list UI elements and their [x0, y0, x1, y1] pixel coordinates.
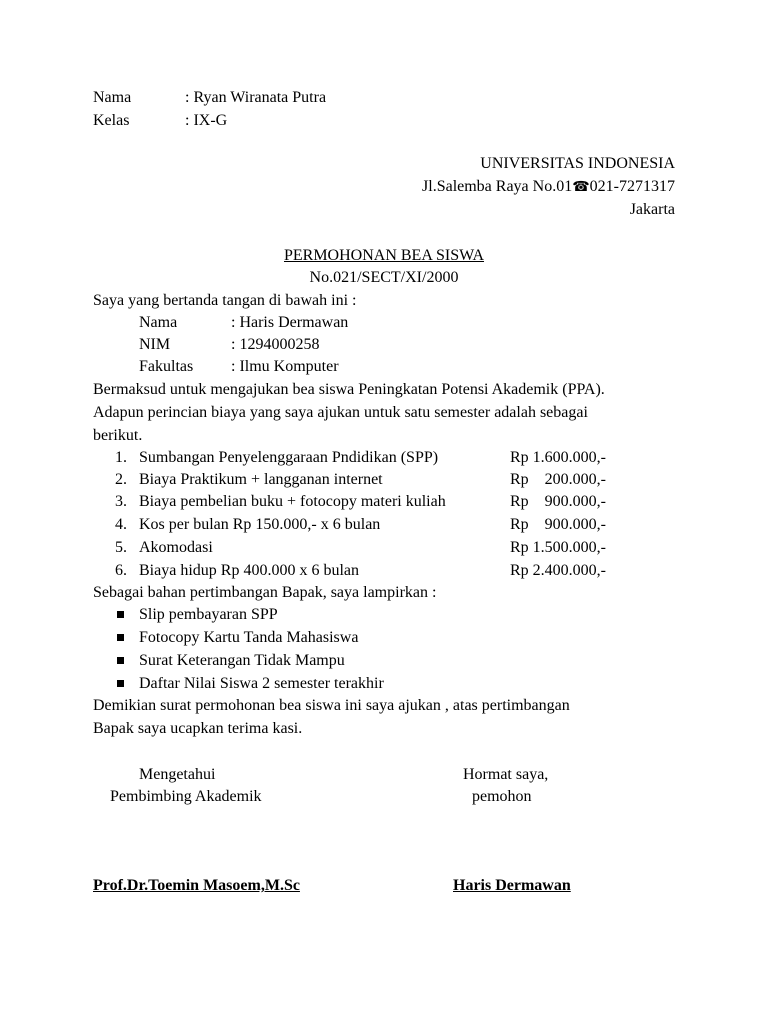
- bullet-icon: [117, 657, 124, 664]
- closing-line: Demikian surat permohonan bea siswa ini saya ajukan , atas pertimbangan: [93, 697, 570, 714]
- closing-line: Bapak saya ucapkan terima kasi.: [93, 720, 303, 737]
- recipient-city: Jakarta: [629, 201, 675, 218]
- phone-icon: ☎: [572, 179, 590, 195]
- applicant-label: NIM: [139, 336, 171, 353]
- cost-number: 5.: [115, 539, 127, 556]
- bullet-icon: [117, 634, 124, 641]
- bullet-icon: [117, 611, 124, 618]
- letter-number: No.021/SECT/XI/2000: [309, 269, 459, 286]
- applicant-label: Nama: [139, 314, 178, 331]
- cost-item: Sumbangan Penyelenggaraan Pndidikan (SPP): [139, 449, 439, 466]
- header-nama-value: : Ryan Wiranata Putra: [185, 89, 327, 106]
- recipient-institution: UNIVERSITAS INDONESIA: [480, 155, 675, 172]
- cost-amount: Rp 200.000,-: [510, 471, 606, 488]
- sign-left-name: Prof.Dr.Toemin Masoem,M.Sc: [93, 877, 300, 894]
- cost-amount: Rp 1.500.000,-: [510, 539, 606, 556]
- header-nama-label: Nama: [93, 89, 132, 106]
- cost-number: 2.: [115, 471, 127, 488]
- cost-item: Akomodasi: [139, 539, 213, 556]
- sign-left-line1: Mengetahui: [139, 766, 216, 783]
- cost-number: 6.: [115, 562, 127, 579]
- cost-amount: Rp 900.000,-: [510, 493, 606, 510]
- cost-item: Biaya pembelian buku + fotocopy materi kuliah: [139, 493, 446, 510]
- applicant-value: : Ilmu Komputer: [231, 358, 339, 375]
- applicant-value: : 1294000258: [231, 336, 320, 353]
- applicant-value: : Haris Dermawan: [231, 314, 349, 331]
- cost-item: Biaya hidup Rp 400.000 x 6 bulan: [139, 562, 359, 579]
- attachments-intro: Sebagai bahan pertimbangan Bapak, saya lampirkan :: [93, 584, 437, 601]
- cost-number: 4.: [115, 516, 127, 533]
- letter-title: PERMOHONAN BEA SISWA: [283, 247, 485, 264]
- cost-amount: Rp 2.400.000,-: [510, 562, 606, 579]
- attachment-item: Surat Keterangan Tidak Mampu: [139, 652, 345, 669]
- sign-right-line2: pemohon: [472, 788, 532, 805]
- attachment-item: Slip pembayaran SPP: [139, 606, 278, 623]
- sign-right-name: Haris Dermawan: [453, 877, 571, 894]
- letter-intro: Saya yang bertanda tangan di bawah ini :: [93, 292, 357, 309]
- purpose-line: Bermaksud untuk mengajukan bea siswa Peningkatan Potensi Akademik (PPA).: [93, 381, 605, 398]
- sign-left-line2: Pembimbing Akademik: [110, 788, 262, 805]
- attachment-item: Fotocopy Kartu Tanda Mahasiswa: [139, 629, 359, 646]
- bullet-icon: [117, 680, 124, 687]
- attachment-item: Daftar Nilai Siswa 2 semester terakhir: [139, 675, 384, 692]
- recipient-address: Jl.Salemba Raya No.01: [422, 178, 573, 195]
- cost-amount: Rp 1.600.000,-: [510, 449, 606, 466]
- applicant-label: Fakultas: [139, 358, 194, 375]
- cost-amount: Rp 900.000,-: [510, 516, 606, 533]
- purpose-line: berikut.: [93, 427, 143, 444]
- recipient-phone: 021-7271317: [589, 178, 675, 195]
- purpose-line: Adapun perincian biaya yang saya ajukan untuk satu semester adalah sebagai: [93, 404, 588, 421]
- cost-item: Biaya Praktikum + langganan internet: [139, 471, 383, 488]
- header-kelas-label: Kelas: [93, 112, 130, 129]
- sign-right-line1: Hormat saya,: [463, 766, 549, 783]
- recipient-address-line: [422, 177, 675, 197]
- cost-number: 1.: [115, 449, 127, 466]
- cost-item: Kos per bulan Rp 150.000,- x 6 bulan: [139, 516, 381, 533]
- header-kelas-value: : IX-G: [185, 112, 228, 129]
- cost-number: 3.: [115, 493, 127, 510]
